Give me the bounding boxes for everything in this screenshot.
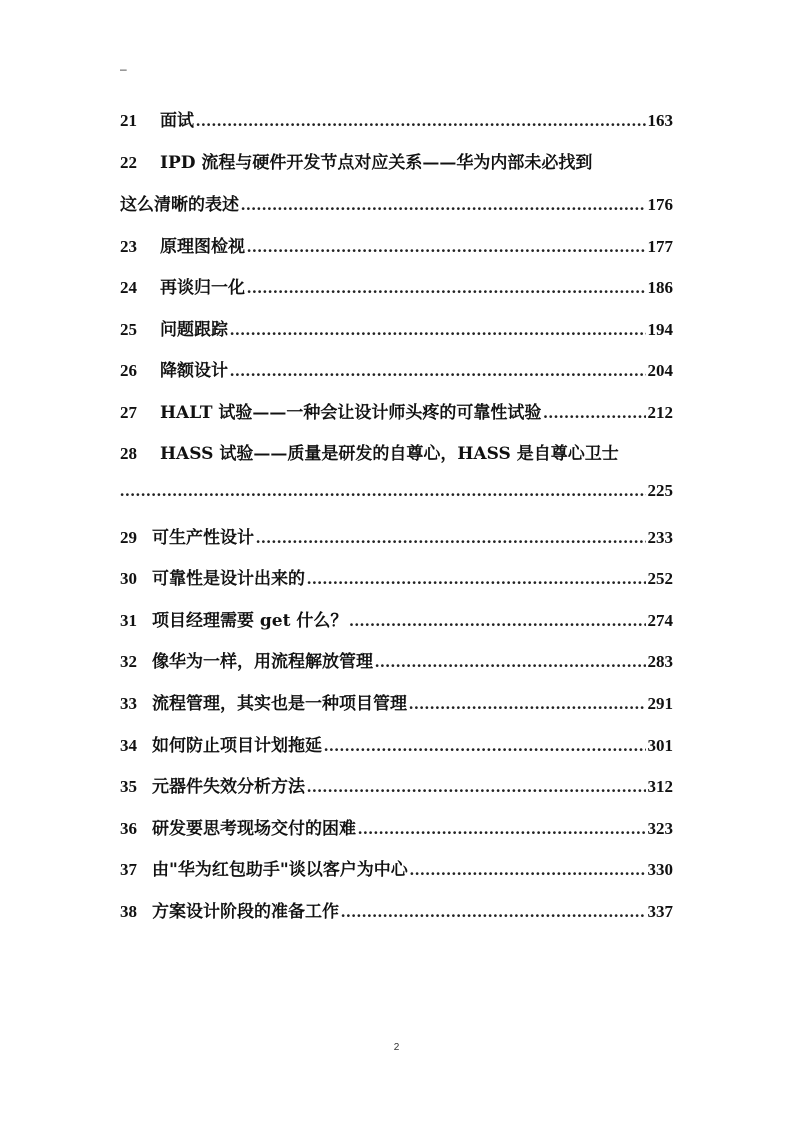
toc-entry-34[interactable] xyxy=(120,731,673,757)
toc-title: 这么清晰的表述 xyxy=(120,195,239,215)
toc-title: 项目经理需要 get 什么？ xyxy=(152,611,348,631)
toc-number: 24 xyxy=(120,278,137,297)
toc-number: 27 xyxy=(120,403,137,422)
toc-page-number: 252 xyxy=(647,569,673,588)
toc-entry-25[interactable] xyxy=(120,315,673,341)
toc-entry-28-continued[interactable] xyxy=(120,481,673,507)
toc-title: 元器件失效分析方法 xyxy=(152,777,305,797)
toc-page-number: 225 xyxy=(647,481,673,500)
toc-entry-26[interactable] xyxy=(120,356,673,382)
toc-leader xyxy=(230,361,646,381)
toc-title: 流程管理，其实也是一种项目管理 xyxy=(152,694,407,714)
toc-title: HASS 试验——质量是研发的自尊心，HASS 是自尊心卫士 xyxy=(160,444,619,464)
toc-number: 29 xyxy=(120,528,137,547)
toc-entry-31[interactable] xyxy=(120,606,673,632)
toc-leader xyxy=(341,902,646,922)
toc-leader xyxy=(247,237,646,257)
toc-title: IPD 流程与硬件开发节点对应关系——华为内部未必找到 xyxy=(160,153,593,173)
toc-leader xyxy=(256,528,646,548)
toc-number: 25 xyxy=(120,320,137,339)
toc-page-number: 212 xyxy=(647,403,673,422)
toc-leader xyxy=(410,860,646,880)
toc-leader xyxy=(375,652,646,672)
toc-title: 可靠性是设计出来的 xyxy=(152,569,305,589)
toc-page-number: 291 xyxy=(647,694,673,713)
toc-number: 30 xyxy=(120,569,137,588)
toc-entry-36[interactable] xyxy=(120,814,673,840)
toc-number: 38 xyxy=(120,902,137,921)
toc-page-number: 312 xyxy=(647,777,673,796)
toc-title: 可生产性设计 xyxy=(152,528,254,548)
toc-page-number: 274 xyxy=(647,611,673,630)
toc-leader xyxy=(409,694,646,714)
toc-number: 23 xyxy=(120,237,137,256)
toc-page-number: 233 xyxy=(647,528,673,547)
toc-entry-27[interactable] xyxy=(120,398,673,424)
toc-entry-29[interactable] xyxy=(120,523,673,549)
toc-entry-33[interactable] xyxy=(120,689,673,715)
toc-number: 31 xyxy=(120,611,137,630)
page-number: 2 xyxy=(393,1042,400,1053)
toc-leader xyxy=(247,278,646,298)
toc-title: HALT 试验——一种会让设计师头疼的可靠性试验 xyxy=(160,403,542,423)
toc-title: 降额设计 xyxy=(160,361,228,381)
toc-page-number: 176 xyxy=(647,195,673,214)
toc-title: 由"华为红包助手"谈以客户为中心 xyxy=(152,860,408,880)
toc-page-number: 177 xyxy=(647,237,673,256)
toc-number: 22 xyxy=(120,153,137,172)
toc-entry-32[interactable] xyxy=(120,647,673,673)
toc-entry-30[interactable] xyxy=(120,564,673,590)
toc-page-number: 337 xyxy=(647,902,673,921)
toc-entry-38[interactable] xyxy=(120,897,673,923)
toc-page-number: 283 xyxy=(647,652,673,671)
toc-leader xyxy=(324,736,646,756)
toc-entry-21[interactable] xyxy=(120,106,673,132)
toc-entry-28[interactable] xyxy=(120,439,673,465)
toc-number: 33 xyxy=(120,694,137,713)
toc-number: 32 xyxy=(120,652,137,671)
toc-leader xyxy=(307,569,646,589)
toc-entry-23[interactable] xyxy=(120,232,673,258)
toc-leader xyxy=(196,111,646,131)
toc-number: 26 xyxy=(120,361,137,380)
toc-title: 研发要思考现场交付的困难 xyxy=(152,819,356,839)
toc-page-number: 301 xyxy=(647,736,673,755)
toc-page-number: 204 xyxy=(647,361,673,380)
toc-number: 35 xyxy=(120,777,137,796)
toc-number: 36 xyxy=(120,819,137,838)
toc-title: 再谈归一化 xyxy=(160,278,245,298)
toc-number: 37 xyxy=(120,860,137,879)
toc-leader xyxy=(120,481,646,501)
toc-title: 面试 xyxy=(160,111,194,131)
toc-page-number: 163 xyxy=(647,111,673,130)
toc-number: 34 xyxy=(120,736,137,755)
toc-leader xyxy=(307,777,646,797)
toc-entry-22-continued[interactable] xyxy=(120,190,673,216)
toc-title: 原理图检视 xyxy=(160,237,245,257)
toc-entry-37[interactable] xyxy=(120,855,673,881)
toc-title: 方案设计阶段的准备工作 xyxy=(152,902,339,922)
toc-entry-24[interactable] xyxy=(120,273,673,299)
toc-title: 像华为一样，用流程解放管理 xyxy=(152,652,373,672)
toc-page-number: 194 xyxy=(647,320,673,339)
toc-number: 28 xyxy=(120,444,137,463)
toc-page-number: 330 xyxy=(647,860,673,879)
toc-entry-22[interactable] xyxy=(120,148,673,174)
toc-entry-35[interactable] xyxy=(120,772,673,798)
header-mark: – xyxy=(120,62,127,76)
toc-title: 问题跟踪 xyxy=(160,320,228,340)
toc-page-number: 186 xyxy=(647,278,673,297)
toc-leader xyxy=(230,320,646,340)
toc-page-number: 323 xyxy=(647,819,673,838)
toc-leader xyxy=(349,611,645,631)
toc-leader xyxy=(543,403,645,423)
toc-title: 如何防止项目计划拖延 xyxy=(152,736,322,756)
toc-leader xyxy=(241,195,646,215)
toc-leader xyxy=(358,819,646,839)
toc-number: 21 xyxy=(120,111,137,130)
